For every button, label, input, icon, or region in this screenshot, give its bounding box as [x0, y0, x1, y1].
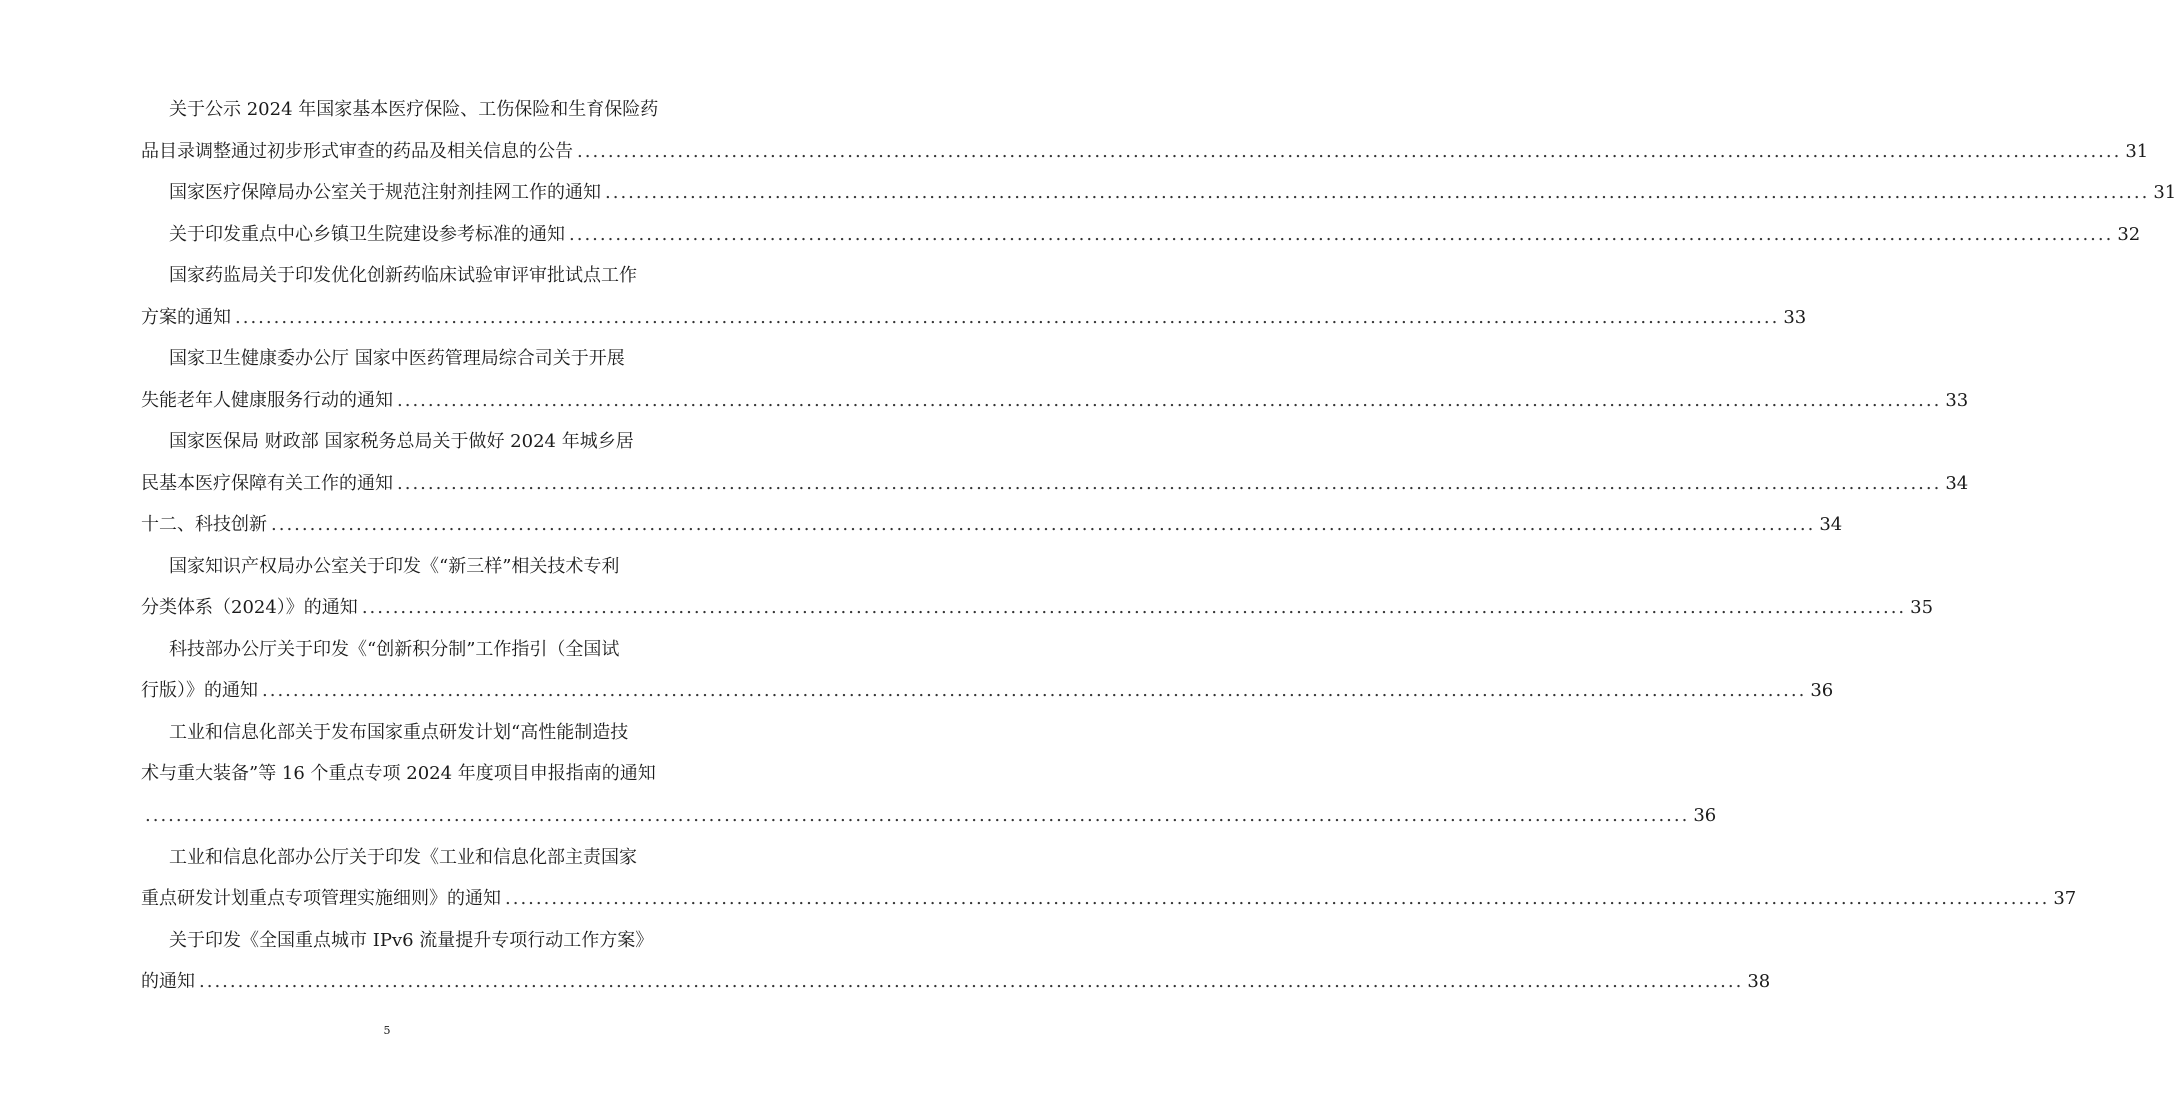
toc-entry-last-line	[141, 303, 1807, 333]
toc-page-number: 38	[1747, 971, 1771, 992]
toc-entry-title-line: 国家卫生健康委办公厅 国家中医药管理局综合司关于开展	[169, 348, 625, 369]
page-number-footer: 5	[383, 1024, 391, 1037]
toc-page-number: 36	[1810, 680, 1834, 701]
toc-page-number: 31	[2153, 182, 2176, 203]
toc-entry-title-line: 工业和信息化部办公厅关于印发《工业和信息化部主责国家	[169, 847, 637, 868]
toc-entry-title-line: 国家医保局 财政部 国家税务总局关于做好 2024 年城乡居	[169, 431, 634, 452]
toc-entry-title-line: 失能老年人健康服务行动的通知	[141, 390, 393, 411]
toc-page-number: 34	[1945, 473, 1969, 494]
leader-dots: ........................................................................................................................................................................................................	[605, 182, 2150, 203]
leader-dots: ........................................................................................................................................................................................................	[145, 805, 1690, 826]
toc-entry-title-line: 方案的通知	[141, 307, 231, 328]
toc-page-number: 34	[1819, 514, 1843, 535]
leader-dots: ........................................................................................................................................................................................................	[235, 307, 1780, 328]
toc-entry-title-line: 品目录调整通过初步形式审查的药品及相关信息的公告	[141, 141, 573, 162]
leader-dots: ........................................................................................................................................................................................................	[271, 514, 1816, 535]
toc-entry-last-line	[141, 178, 2176, 208]
leader-dots: ........................................................................................................................................................................................................	[199, 971, 1744, 992]
leader-dots: ........................................................................................................................................................................................................	[262, 680, 1807, 701]
toc-entry-last-line	[141, 220, 2141, 250]
leader-dots: ........................................................................................................................................................................................................	[397, 390, 1942, 411]
toc-entry-title-line: 术与重大装备”等 16 个重点专项 2024 年度项目申报指南的通知	[141, 763, 656, 784]
toc-entry-title-line: 关于印发重点中心乡镇卫生院建设参考标准的通知	[169, 224, 565, 245]
toc-entry-last-line	[141, 469, 1969, 499]
toc-page-number: 33	[1945, 390, 1969, 411]
toc-entry-title-line: 国家医疗保障局办公室关于规范注射剂挂网工作的通知	[169, 182, 601, 203]
toc-page-number: 35	[1910, 597, 1934, 618]
toc-entry-title-line: 民基本医疗保障有关工作的通知	[141, 473, 393, 494]
toc-entry-title-line: 国家药监局关于印发优化创新药临床试验审评审批试点工作	[169, 265, 637, 286]
toc-section-title: 十二、科技创新	[141, 514, 267, 535]
toc-entry-title-line: 行版）》的通知	[141, 680, 258, 701]
toc-entry-last-line	[141, 801, 1717, 831]
toc-entry-last-line	[141, 137, 2149, 167]
toc-page-number: 37	[2053, 888, 2077, 909]
toc-entry-last-line	[141, 884, 2077, 914]
toc-entry-title-line: 科技部办公厅关于印发《“创新积分制”工作指引（全国试	[169, 639, 620, 660]
toc-entry-last-line	[141, 510, 1843, 540]
toc-entry-title-line: 重点研发计划重点专项管理实施细则》的通知	[141, 888, 501, 909]
leader-dots: ........................................................................................................................................................................................................	[361, 597, 1907, 618]
toc-entry-last-line	[141, 676, 1834, 706]
toc-entry-title-line: 分类体系（2024）》的通知	[141, 597, 358, 618]
toc-entry-last-line	[141, 386, 1969, 416]
toc-entry-title-line: 国家知识产权局办公室关于印发《“新三样”相关技术专利	[169, 556, 620, 577]
leader-dots: ........................................................................................................................................................................................................	[577, 141, 2122, 162]
toc-entry-last-line	[141, 593, 1934, 623]
toc-page-number: 36	[1693, 805, 1717, 826]
toc-entry-title-line: 的通知	[141, 971, 195, 992]
leader-dots: ........................................................................................................................................................................................................	[505, 888, 2050, 909]
toc-page-number: 31	[2125, 141, 2149, 162]
toc-entry-title-line: 工业和信息化部关于发布国家重点研发计划“高性能制造技	[169, 722, 629, 743]
leader-dots: ........................................................................................................................................................................................................	[569, 224, 2114, 245]
toc-entry-last-line	[141, 967, 1771, 997]
toc-page-number: 32	[2117, 224, 2141, 245]
leader-dots: ........................................................................................................................................................................................................	[397, 473, 1942, 494]
toc-page-number: 33	[1783, 307, 1807, 328]
toc-entry-title-line: 关于公示 2024 年国家基本医疗保险、工伤保险和生育保险药	[169, 99, 659, 120]
toc-entry-title-line: 关于印发《全国重点城市 IPv6 流量提升专项行动工作方案》	[169, 930, 654, 951]
